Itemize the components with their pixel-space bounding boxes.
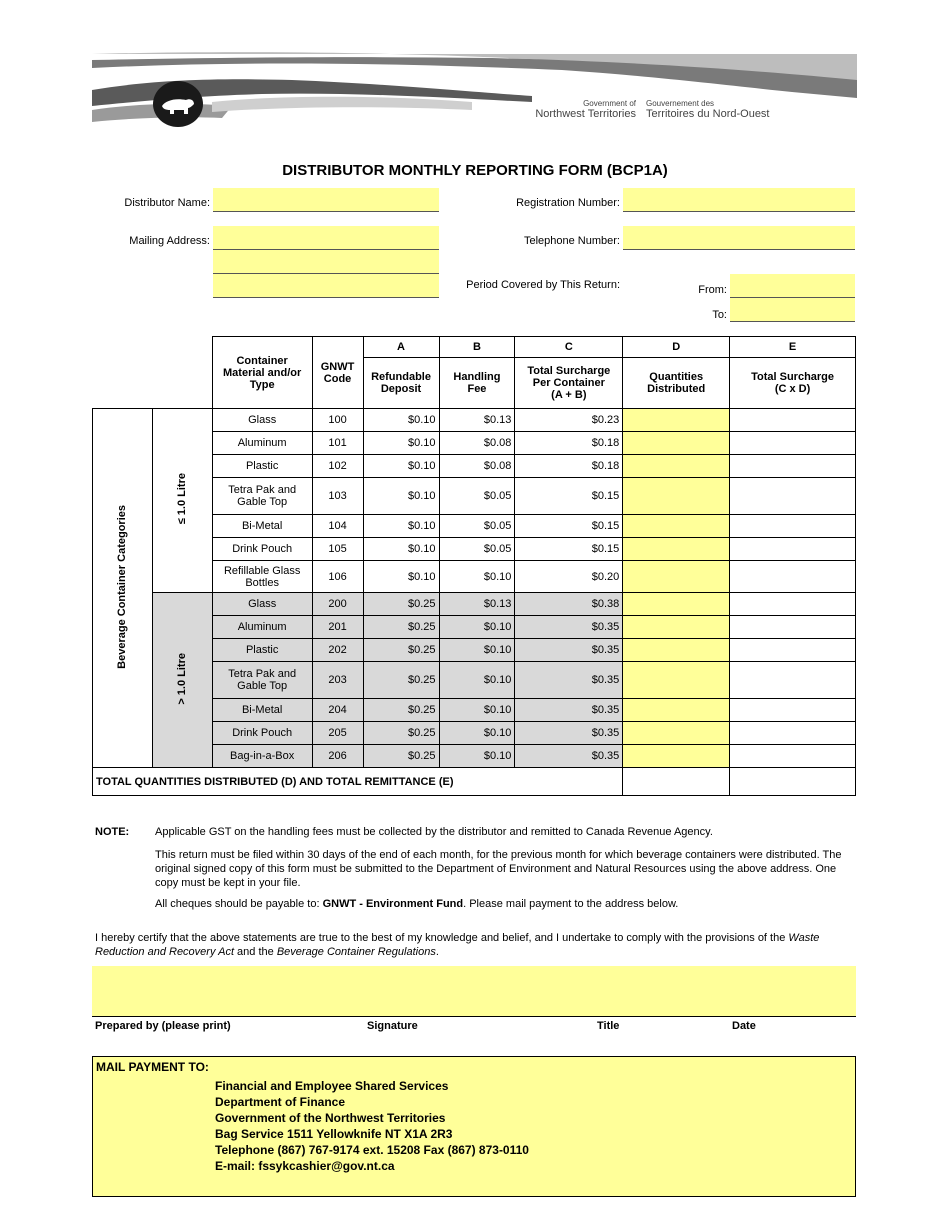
total-surcharge-input-cell[interactable] xyxy=(730,409,856,432)
large-litre-label-cell xyxy=(152,593,212,768)
gnwt-code: 203 xyxy=(312,662,363,699)
gnwt-code: 106 xyxy=(312,561,363,593)
col-header-code: GNWT Code xyxy=(312,337,363,409)
quantity-input-cell[interactable] xyxy=(623,699,730,722)
gnwt-code: 104 xyxy=(312,515,363,538)
quantity-input-cell[interactable] xyxy=(623,409,730,432)
page-title: DISTRIBUTOR MONTHLY REPORTING FORM (BCP1A) xyxy=(282,162,668,179)
total-surcharge-input-cell[interactable] xyxy=(730,662,856,699)
gnwt-code: 204 xyxy=(312,699,363,722)
registration-number-label: Registration Number: xyxy=(516,197,620,209)
total-surcharge-input-cell[interactable] xyxy=(730,432,856,455)
handling-fee: $0.10 xyxy=(439,561,515,593)
total-surcharge-input-cell[interactable] xyxy=(730,639,856,662)
container-type: Drink Pouch xyxy=(212,538,312,561)
from-label: From: xyxy=(698,284,727,296)
container-type: Glass xyxy=(212,593,312,616)
registration-number-field[interactable] xyxy=(623,188,855,212)
refundable-deposit: $0.10 xyxy=(363,515,439,538)
quantity-input-cell[interactable] xyxy=(623,722,730,745)
quantity-input-cell[interactable] xyxy=(623,478,730,515)
total-surcharge: $0.35 xyxy=(515,722,623,745)
handling-fee: $0.08 xyxy=(439,432,515,455)
total-surcharge-input-cell[interactable] xyxy=(730,616,856,639)
mail-line-4: Bag Service 1511 Yellowknife NT X1A 2R3 xyxy=(215,1127,453,1141)
total-surcharge-input-cell[interactable] xyxy=(730,561,856,593)
gnwt-code: 101 xyxy=(312,432,363,455)
container-type: Refillable Glass Bottles xyxy=(212,561,312,593)
refundable-deposit: $0.25 xyxy=(363,699,439,722)
distributor-name-field[interactable] xyxy=(213,188,439,212)
container-type: Plastic xyxy=(212,639,312,662)
note-filing: This return must be filed within 30 days of the end of each month, for the previous month for which beverage containers were distributed. The original signed copy of this form must be submitted to the Department of Environment and Natural Resources using the above address. One copy must be kept in your file. xyxy=(155,849,842,889)
handling-fee: $0.10 xyxy=(439,616,515,639)
handling-fee: $0.05 xyxy=(439,515,515,538)
mail-email: E-mail: fssykcashier@gov.nt.ca xyxy=(215,1159,395,1173)
refundable-deposit: $0.10 xyxy=(363,538,439,561)
refundable-deposit: $0.25 xyxy=(363,662,439,699)
mailing-address-field-2[interactable] xyxy=(213,250,439,274)
total-surcharge: $0.15 xyxy=(515,538,623,561)
total-surcharge-input-cell[interactable] xyxy=(730,722,856,745)
mail-line-2: Department of Finance xyxy=(215,1095,346,1109)
note-cheques: All cheques should be payable to: GNWT - Environment Fund. Please mail payment to the address below. xyxy=(155,898,679,910)
mail-address-block xyxy=(215,1078,529,1174)
quantity-input-cell[interactable] xyxy=(623,745,730,768)
col-header-type: Container Material and/or Type xyxy=(212,337,312,409)
col-header-total-surcharge: Total Surcharge Per Container (A + B) xyxy=(515,358,623,409)
period-label: Period Covered by This Return: xyxy=(466,279,620,291)
mailing-address-field-3[interactable] xyxy=(213,274,439,298)
gnwt-code: 205 xyxy=(312,722,363,745)
col-header-total-surcharge-e: Total Surcharge (C x D) xyxy=(730,358,856,409)
total-surcharge: $0.15 xyxy=(515,478,623,515)
to-date-field[interactable] xyxy=(730,298,855,322)
gnwt-code: 201 xyxy=(312,616,363,639)
quantity-input-cell[interactable] xyxy=(623,561,730,593)
container-type: Plastic xyxy=(212,455,312,478)
col-letter-c: C xyxy=(515,337,623,358)
quantity-input-cell[interactable] xyxy=(623,616,730,639)
total-remittance-label: TOTAL QUANTITIES DISTRIBUTED (D) AND TOTAL REMITTANCE (E) xyxy=(93,768,623,796)
note-gst: Applicable GST on the handling fees must be collected by the distributor and remitted to Canada Revenue Agency. xyxy=(155,826,713,838)
refundable-deposit: $0.10 xyxy=(363,478,439,515)
total-surcharge: $0.15 xyxy=(515,515,623,538)
handling-fee: $0.08 xyxy=(439,455,515,478)
container-type: Aluminum xyxy=(212,432,312,455)
date-label: Date xyxy=(732,1020,756,1032)
gnwt-code: 102 xyxy=(312,455,363,478)
container-type: Bag-in-a-Box xyxy=(212,745,312,768)
total-surcharge: $0.35 xyxy=(515,699,623,722)
small-litre-label: ≤ 1.0 Litre xyxy=(176,473,189,525)
small-litre-label-cell xyxy=(152,409,212,593)
handling-fee: $0.05 xyxy=(439,478,515,515)
total-surcharge-input-cell[interactable] xyxy=(730,538,856,561)
quantity-input-cell[interactable] xyxy=(623,639,730,662)
certification-statement: I hereby certify that the above statements are true to the best of my knowledge and belief, and I undertake to comply with the provisions of the Waste Reduction and Recovery Act and the Beverage Container Regulations. xyxy=(95,932,820,958)
total-surcharge: $0.23 xyxy=(515,409,623,432)
col-letter-a: A xyxy=(363,337,439,358)
col-header-handling-fee: Handling Fee xyxy=(439,358,515,409)
refundable-deposit: $0.10 xyxy=(363,455,439,478)
gnwt-code: 100 xyxy=(312,409,363,432)
total-surcharge: $0.38 xyxy=(515,593,623,616)
mailing-address-label: Mailing Address: xyxy=(129,235,210,247)
container-type: Aluminum xyxy=(212,616,312,639)
gnwt-code: 202 xyxy=(312,639,363,662)
total-surcharge: $0.35 xyxy=(515,616,623,639)
mail-payment-heading: MAIL PAYMENT TO: xyxy=(96,1060,209,1074)
col-header-deposit: Refundable Deposit xyxy=(363,358,439,409)
container-type: Bi-Metal xyxy=(212,699,312,722)
telephone-number-label: Telephone Number: xyxy=(523,235,620,247)
container-type: Glass xyxy=(212,409,312,432)
total-surcharge-input-cell[interactable] xyxy=(730,515,856,538)
handling-fee: $0.10 xyxy=(439,722,515,745)
gnwt-code: 103 xyxy=(312,478,363,515)
total-surcharge: $0.35 xyxy=(515,639,623,662)
quantity-input-cell[interactable] xyxy=(623,455,730,478)
total-surcharge: $0.35 xyxy=(515,662,623,699)
mail-line-5: Telephone (867) 767-9174 ext. 15208 Fax (867) 873-0110 xyxy=(215,1143,529,1157)
gov-name-french: Gouvernement des Territoires du Nord-Ouest xyxy=(646,99,770,120)
total-surcharge-input-cell[interactable] xyxy=(730,593,856,616)
refundable-deposit: $0.10 xyxy=(363,432,439,455)
container-type: Drink Pouch xyxy=(212,722,312,745)
signature-label: Signature xyxy=(367,1020,418,1032)
table-row xyxy=(93,593,856,616)
title-label: Title xyxy=(597,1020,620,1032)
quantity-input-cell[interactable] xyxy=(623,515,730,538)
container-type: Bi-Metal xyxy=(212,515,312,538)
mail-line-3: Government of the Northwest Territories xyxy=(215,1111,446,1125)
refundable-deposit: $0.10 xyxy=(363,409,439,432)
container-surcharge-table xyxy=(92,336,856,796)
table-row xyxy=(93,409,856,432)
signature-entry-area[interactable] xyxy=(92,966,856,1017)
quantity-input-cell[interactable] xyxy=(623,538,730,561)
gov-name-english: Government of Northwest Territories xyxy=(535,99,636,120)
refundable-deposit: $0.25 xyxy=(363,745,439,768)
total-surcharge-input-cell[interactable] xyxy=(730,745,856,768)
distributor-name-label: Distributor Name: xyxy=(124,197,210,209)
total-surcharge: $0.18 xyxy=(515,455,623,478)
refundable-deposit: $0.25 xyxy=(363,722,439,745)
total-remittance-cell[interactable] xyxy=(730,768,856,796)
total-surcharge-input-cell[interactable] xyxy=(730,699,856,722)
gnwt-code: 105 xyxy=(312,538,363,561)
large-litre-label: > 1.0 Litre xyxy=(176,652,189,705)
handling-fee: $0.10 xyxy=(439,639,515,662)
refundable-deposit: $0.25 xyxy=(363,593,439,616)
gnwt-code: 200 xyxy=(312,593,363,616)
refundable-deposit: $0.25 xyxy=(363,616,439,639)
container-type: Tetra Pak and Gable Top xyxy=(212,662,312,699)
handling-fee: $0.10 xyxy=(439,699,515,722)
container-type: Tetra Pak and Gable Top xyxy=(212,478,312,515)
total-surcharge: $0.35 xyxy=(515,745,623,768)
refundable-deposit: $0.10 xyxy=(363,561,439,593)
quantity-input-cell[interactable] xyxy=(623,662,730,699)
prepared-by-label: Prepared by (please print) xyxy=(95,1020,231,1032)
category-label-cell xyxy=(93,409,153,768)
total-surcharge: $0.20 xyxy=(515,561,623,593)
to-label: To: xyxy=(712,309,727,321)
handling-fee: $0.13 xyxy=(439,409,515,432)
quantity-input-cell[interactable] xyxy=(623,593,730,616)
handling-fee: $0.10 xyxy=(439,745,515,768)
table-corner-blank xyxy=(93,337,213,409)
refundable-deposit: $0.25 xyxy=(363,639,439,662)
handling-fee: $0.10 xyxy=(439,662,515,699)
polar-bear-logo-icon xyxy=(152,80,204,128)
total-surcharge: $0.18 xyxy=(515,432,623,455)
telephone-number-field[interactable] xyxy=(623,226,855,250)
category-label: Beverage Container Categories xyxy=(116,504,129,669)
col-letter-d: D xyxy=(623,337,730,358)
col-header-quantities: Quantities Distributed xyxy=(623,358,730,409)
total-surcharge-input-cell[interactable] xyxy=(730,478,856,515)
total-surcharge-input-cell[interactable] xyxy=(730,455,856,478)
col-letter-e: E xyxy=(730,337,856,358)
mail-payment-box xyxy=(92,1056,856,1197)
from-date-field[interactable] xyxy=(730,274,855,298)
handling-fee: $0.13 xyxy=(439,593,515,616)
mail-line-1: Financial and Employee Shared Services xyxy=(215,1079,449,1093)
total-quantities-cell[interactable] xyxy=(623,768,730,796)
gnwt-code: 206 xyxy=(312,745,363,768)
col-letter-b: B xyxy=(439,337,515,358)
mailing-address-field-1[interactable] xyxy=(213,226,439,250)
note-label: NOTE: xyxy=(95,826,130,838)
quantity-input-cell[interactable] xyxy=(623,432,730,455)
handling-fee: $0.05 xyxy=(439,538,515,561)
